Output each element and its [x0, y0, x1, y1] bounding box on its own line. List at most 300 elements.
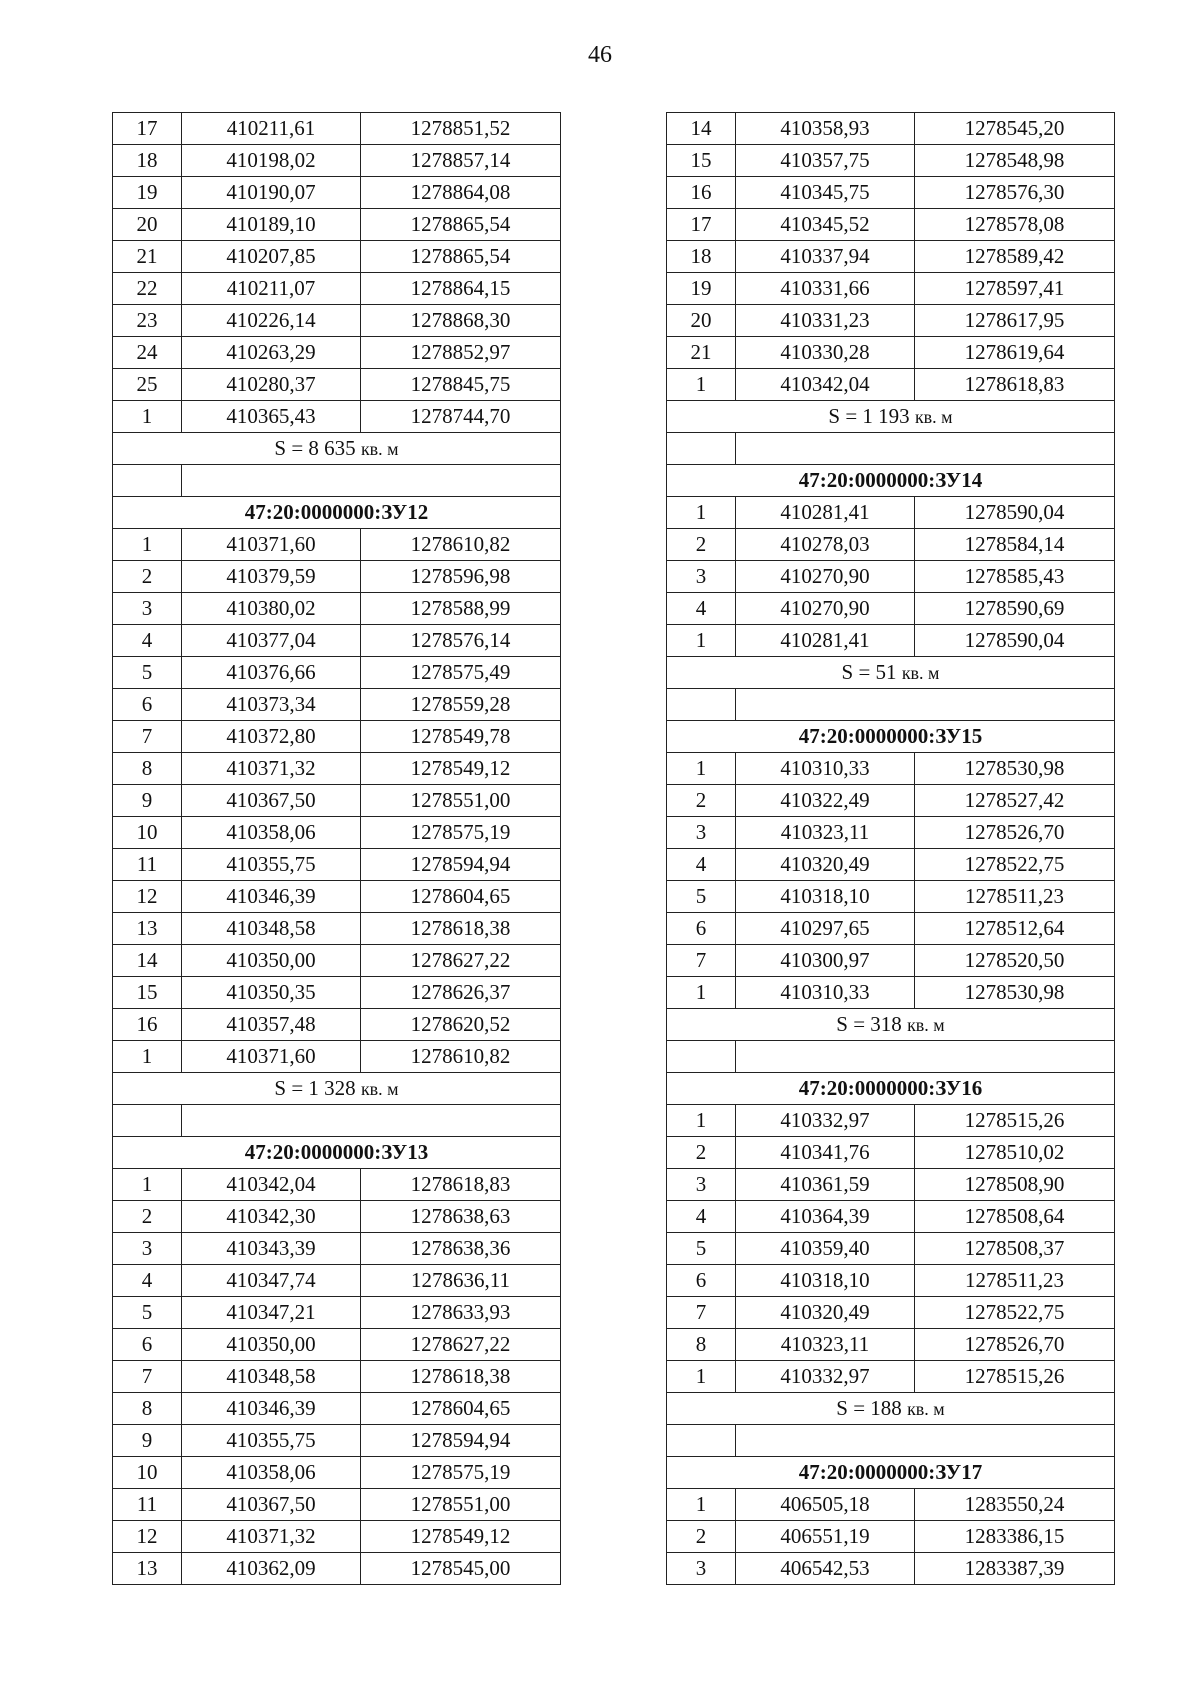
table-row — [113, 753, 561, 785]
area-cell — [113, 433, 561, 465]
y-coordinate-cell: 1278559,28 — [361, 689, 561, 721]
x-coordinate-cell: 410358,06 — [182, 1457, 361, 1489]
x-coordinate-cell: 410270,90 — [736, 561, 915, 593]
x-coordinate-cell: 410376,66 — [182, 657, 361, 689]
parcel-title-row — [667, 721, 1115, 753]
point-number-cell: 18 — [667, 241, 736, 273]
x-coordinate-cell: 406505,18 — [736, 1489, 915, 1521]
y-coordinate-cell: 1278548,98 — [915, 145, 1115, 177]
point-number-cell: 14 — [667, 113, 736, 145]
blank-cell — [667, 689, 736, 721]
table-row — [667, 625, 1115, 657]
x-coordinate-cell: 410350,00 — [182, 945, 361, 977]
table-row — [113, 625, 561, 657]
table-row — [667, 145, 1115, 177]
y-coordinate-cell: 1278627,22 — [361, 1329, 561, 1361]
point-number-cell: 1 — [667, 369, 736, 401]
x-coordinate-cell: 410348,58 — [182, 913, 361, 945]
area-cell — [667, 657, 1115, 689]
x-coordinate-cell: 410318,10 — [736, 1265, 915, 1297]
blank-cell — [113, 465, 182, 497]
table-row — [667, 1137, 1115, 1169]
point-number-cell: 17 — [667, 209, 736, 241]
x-coordinate-cell: 410189,10 — [182, 209, 361, 241]
point-number-cell: 21 — [113, 241, 182, 273]
point-number-cell: 20 — [113, 209, 182, 241]
blank-row — [667, 433, 1115, 465]
y-coordinate-cell: 1278638,36 — [361, 1233, 561, 1265]
area-cell — [667, 1009, 1115, 1041]
x-coordinate-cell: 410346,39 — [182, 881, 361, 913]
y-coordinate-cell: 1278511,23 — [915, 1265, 1115, 1297]
area-unit: кв. м — [360, 1079, 399, 1099]
table-row — [667, 497, 1115, 529]
point-number-cell: 9 — [113, 1425, 182, 1457]
y-coordinate-cell: 1278610,82 — [361, 1041, 561, 1073]
y-coordinate-cell: 1278578,08 — [915, 209, 1115, 241]
coordinates-table-right — [666, 112, 1115, 1585]
x-coordinate-cell: 410318,10 — [736, 881, 915, 913]
table-row — [113, 561, 561, 593]
x-coordinate-cell: 410310,33 — [736, 753, 915, 785]
point-number-cell: 4 — [667, 849, 736, 881]
y-coordinate-cell: 1278508,90 — [915, 1169, 1115, 1201]
table-row — [667, 945, 1115, 977]
point-number-cell: 2 — [667, 785, 736, 817]
point-number-cell: 5 — [113, 657, 182, 689]
table-row — [113, 305, 561, 337]
y-coordinate-cell: 1278512,64 — [915, 913, 1115, 945]
x-coordinate-cell: 410211,61 — [182, 113, 361, 145]
x-coordinate-cell: 410345,52 — [736, 209, 915, 241]
table-row — [113, 209, 561, 241]
table-row — [113, 1393, 561, 1425]
y-coordinate-cell: 1278522,75 — [915, 849, 1115, 881]
x-coordinate-cell: 410300,97 — [736, 945, 915, 977]
area-cell — [667, 401, 1115, 433]
table-row — [113, 369, 561, 401]
y-coordinate-cell: 1278530,98 — [915, 753, 1115, 785]
y-coordinate-cell: 1278589,42 — [915, 241, 1115, 273]
blank-cell — [667, 1425, 736, 1457]
area-unit: кв. м — [901, 663, 940, 683]
y-coordinate-cell: 1278618,38 — [361, 1361, 561, 1393]
point-number-cell: 18 — [113, 145, 182, 177]
table-body — [667, 113, 1115, 1585]
table-row — [113, 337, 561, 369]
blank-row — [667, 1041, 1115, 1073]
y-coordinate-cell: 1278864,15 — [361, 273, 561, 305]
table-row — [667, 1201, 1115, 1233]
point-number-cell: 15 — [113, 977, 182, 1009]
blank-cell — [736, 1425, 1115, 1457]
point-number-cell: 2 — [113, 1201, 182, 1233]
point-number-cell: 13 — [113, 913, 182, 945]
x-coordinate-cell: 410226,14 — [182, 305, 361, 337]
y-coordinate-cell: 1278596,98 — [361, 561, 561, 593]
x-coordinate-cell: 410371,60 — [182, 1041, 361, 1073]
table-row — [667, 241, 1115, 273]
y-coordinate-cell: 1278576,30 — [915, 177, 1115, 209]
y-coordinate-cell: 1278865,54 — [361, 241, 561, 273]
x-coordinate-cell: 410364,39 — [736, 1201, 915, 1233]
point-number-cell: 1 — [667, 977, 736, 1009]
parcel-title: 47:20:0000000:ЗУ12 — [113, 497, 561, 529]
blank-row — [113, 465, 561, 497]
table-row — [667, 529, 1115, 561]
table-row — [667, 1233, 1115, 1265]
point-number-cell: 1 — [667, 753, 736, 785]
area-cell — [113, 1073, 561, 1105]
x-coordinate-cell: 410297,65 — [736, 913, 915, 945]
x-coordinate-cell: 410350,00 — [182, 1329, 361, 1361]
table-row — [113, 1361, 561, 1393]
table-row — [113, 177, 561, 209]
x-coordinate-cell: 410342,04 — [182, 1169, 361, 1201]
parcel-title-row — [667, 1073, 1115, 1105]
x-coordinate-cell: 410357,75 — [736, 145, 915, 177]
x-coordinate-cell: 410367,50 — [182, 785, 361, 817]
x-coordinate-cell: 410320,49 — [736, 1297, 915, 1329]
table-row — [113, 529, 561, 561]
y-coordinate-cell: 1278594,94 — [361, 1425, 561, 1457]
x-coordinate-cell: 410270,90 — [736, 593, 915, 625]
blank-cell — [667, 433, 736, 465]
y-coordinate-cell: 1278864,08 — [361, 177, 561, 209]
point-number-cell: 7 — [667, 945, 736, 977]
x-coordinate-cell: 406551,19 — [736, 1521, 915, 1553]
point-number-cell: 20 — [667, 305, 736, 337]
y-coordinate-cell: 1278620,52 — [361, 1009, 561, 1041]
y-coordinate-cell: 1278865,54 — [361, 209, 561, 241]
x-coordinate-cell: 410355,75 — [182, 849, 361, 881]
y-coordinate-cell: 1278526,70 — [915, 1329, 1115, 1361]
y-coordinate-cell: 1278590,04 — [915, 625, 1115, 657]
x-coordinate-cell: 410371,32 — [182, 753, 361, 785]
y-coordinate-cell: 1278511,23 — [915, 881, 1115, 913]
x-coordinate-cell: 410190,07 — [182, 177, 361, 209]
table-row — [667, 1169, 1115, 1201]
blank-cell — [736, 1041, 1115, 1073]
blank-cell — [113, 1105, 182, 1137]
blank-row — [113, 1105, 561, 1137]
point-number-cell: 12 — [113, 881, 182, 913]
table-row — [667, 561, 1115, 593]
table-row — [113, 1201, 561, 1233]
y-coordinate-cell: 1283386,15 — [915, 1521, 1115, 1553]
y-coordinate-cell: 1278551,00 — [361, 1489, 561, 1521]
y-coordinate-cell: 1278627,22 — [361, 945, 561, 977]
table-row — [113, 1489, 561, 1521]
y-coordinate-cell: 1278551,00 — [361, 785, 561, 817]
y-coordinate-cell: 1278868,30 — [361, 305, 561, 337]
x-coordinate-cell: 410379,59 — [182, 561, 361, 593]
area-row — [667, 1009, 1115, 1041]
point-number-cell: 25 — [113, 369, 182, 401]
x-coordinate-cell: 410348,58 — [182, 1361, 361, 1393]
y-coordinate-cell: 1278526,70 — [915, 817, 1115, 849]
x-coordinate-cell: 410280,37 — [182, 369, 361, 401]
y-coordinate-cell: 1278576,14 — [361, 625, 561, 657]
x-coordinate-cell: 410367,50 — [182, 1489, 361, 1521]
table-row — [113, 1457, 561, 1489]
x-coordinate-cell: 410322,49 — [736, 785, 915, 817]
y-coordinate-cell: 1278590,04 — [915, 497, 1115, 529]
x-coordinate-cell: 410372,80 — [182, 721, 361, 753]
blank-cell — [667, 1041, 736, 1073]
table-row — [667, 209, 1115, 241]
table-row — [113, 689, 561, 721]
y-coordinate-cell: 1278636,11 — [361, 1265, 561, 1297]
y-coordinate-cell: 1278633,93 — [361, 1297, 561, 1329]
x-coordinate-cell: 410337,94 — [736, 241, 915, 273]
y-coordinate-cell: 1278575,49 — [361, 657, 561, 689]
point-number-cell: 3 — [667, 1169, 736, 1201]
y-coordinate-cell: 1278508,37 — [915, 1233, 1115, 1265]
table-row — [113, 401, 561, 433]
x-coordinate-cell: 410332,97 — [736, 1361, 915, 1393]
table-row — [667, 1105, 1115, 1137]
x-coordinate-cell: 410362,09 — [182, 1553, 361, 1585]
y-coordinate-cell: 1278590,69 — [915, 593, 1115, 625]
blank-cell — [182, 465, 561, 497]
y-coordinate-cell: 1283550,24 — [915, 1489, 1115, 1521]
y-coordinate-cell: 1278522,75 — [915, 1297, 1115, 1329]
point-number-cell: 1 — [113, 529, 182, 561]
point-number-cell: 8 — [113, 1393, 182, 1425]
x-coordinate-cell: 410357,48 — [182, 1009, 361, 1041]
point-number-cell: 2 — [667, 529, 736, 561]
y-coordinate-cell: 1278510,02 — [915, 1137, 1115, 1169]
y-coordinate-cell: 1278638,63 — [361, 1201, 561, 1233]
y-coordinate-cell: 1278575,19 — [361, 817, 561, 849]
table-row — [667, 1329, 1115, 1361]
table-row — [113, 1233, 561, 1265]
table-row — [113, 977, 561, 1009]
table-row — [113, 273, 561, 305]
table-row — [113, 593, 561, 625]
point-number-cell: 1 — [667, 1489, 736, 1521]
table-row — [113, 241, 561, 273]
table-row — [113, 1521, 561, 1553]
table-row — [113, 1329, 561, 1361]
point-number-cell: 3 — [113, 1233, 182, 1265]
x-coordinate-cell: 410371,60 — [182, 529, 361, 561]
x-coordinate-cell: 406542,53 — [736, 1553, 915, 1585]
table-row — [667, 369, 1115, 401]
y-coordinate-cell: 1278597,41 — [915, 273, 1115, 305]
parcel-title: 47:20:0000000:ЗУ17 — [667, 1457, 1115, 1489]
x-coordinate-cell: 410331,66 — [736, 273, 915, 305]
x-coordinate-cell: 410331,23 — [736, 305, 915, 337]
blank-cell — [736, 433, 1115, 465]
x-coordinate-cell: 410323,11 — [736, 1329, 915, 1361]
point-number-cell: 19 — [667, 273, 736, 305]
y-coordinate-cell: 1278545,00 — [361, 1553, 561, 1585]
y-coordinate-cell: 1278851,52 — [361, 113, 561, 145]
point-number-cell: 13 — [113, 1553, 182, 1585]
y-coordinate-cell: 1278845,75 — [361, 369, 561, 401]
table-row — [113, 1169, 561, 1201]
table-row — [113, 913, 561, 945]
point-number-cell: 6 — [113, 689, 182, 721]
area-unit: кв. м — [907, 1399, 945, 1419]
y-coordinate-cell: 1278545,20 — [915, 113, 1115, 145]
point-number-cell: 7 — [113, 721, 182, 753]
x-coordinate-cell: 410341,76 — [736, 1137, 915, 1169]
x-coordinate-cell: 410380,02 — [182, 593, 361, 625]
point-number-cell: 3 — [667, 1553, 736, 1585]
table-row — [113, 1041, 561, 1073]
point-number-cell: 5 — [667, 1233, 736, 1265]
table-row — [113, 849, 561, 881]
x-coordinate-cell: 410343,39 — [182, 1233, 361, 1265]
y-coordinate-cell: 1278604,65 — [361, 1393, 561, 1425]
x-coordinate-cell: 410350,35 — [182, 977, 361, 1009]
table-row — [113, 785, 561, 817]
y-coordinate-cell: 1278618,83 — [361, 1169, 561, 1201]
point-number-cell: 21 — [667, 337, 736, 369]
point-number-cell: 12 — [113, 1521, 182, 1553]
x-coordinate-cell: 410361,59 — [736, 1169, 915, 1201]
area-value: S = 51 — [841, 660, 902, 684]
point-number-cell: 11 — [113, 849, 182, 881]
x-coordinate-cell: 410371,32 — [182, 1521, 361, 1553]
table-row — [667, 881, 1115, 913]
area-row — [113, 433, 561, 465]
point-number-cell: 1 — [667, 497, 736, 529]
x-coordinate-cell: 410310,33 — [736, 977, 915, 1009]
point-number-cell: 6 — [667, 913, 736, 945]
area-value: S = 1 328 — [274, 1076, 361, 1100]
point-number-cell: 17 — [113, 113, 182, 145]
table-row — [667, 305, 1115, 337]
point-number-cell: 15 — [667, 145, 736, 177]
x-coordinate-cell: 410359,40 — [736, 1233, 915, 1265]
y-coordinate-cell: 1278588,99 — [361, 593, 561, 625]
point-number-cell: 16 — [113, 1009, 182, 1041]
area-row — [667, 401, 1115, 433]
area-cell — [667, 1393, 1115, 1425]
point-number-cell: 22 — [113, 273, 182, 305]
point-number-cell: 16 — [667, 177, 736, 209]
x-coordinate-cell: 410332,97 — [736, 1105, 915, 1137]
y-coordinate-cell: 1278744,70 — [361, 401, 561, 433]
y-coordinate-cell: 1278618,83 — [915, 369, 1115, 401]
x-coordinate-cell: 410198,02 — [182, 145, 361, 177]
point-number-cell: 2 — [667, 1137, 736, 1169]
y-coordinate-cell: 1278515,26 — [915, 1105, 1115, 1137]
x-coordinate-cell: 410358,93 — [736, 113, 915, 145]
table-body — [113, 113, 561, 1585]
point-number-cell: 5 — [667, 881, 736, 913]
point-number-cell: 19 — [113, 177, 182, 209]
x-coordinate-cell: 410347,21 — [182, 1297, 361, 1329]
parcel-title: 47:20:0000000:ЗУ16 — [667, 1073, 1115, 1105]
point-number-cell: 2 — [667, 1521, 736, 1553]
point-number-cell: 9 — [113, 785, 182, 817]
x-coordinate-cell: 410358,06 — [182, 817, 361, 849]
point-number-cell: 4 — [667, 1201, 736, 1233]
blank-row — [667, 1425, 1115, 1457]
table-row — [113, 145, 561, 177]
point-number-cell: 7 — [667, 1297, 736, 1329]
point-number-cell: 23 — [113, 305, 182, 337]
blank-cell — [182, 1105, 561, 1137]
point-number-cell: 7 — [113, 1361, 182, 1393]
area-row — [667, 657, 1115, 689]
x-coordinate-cell: 410281,41 — [736, 625, 915, 657]
area-value: S = 318 — [836, 1012, 908, 1036]
y-coordinate-cell: 1278520,50 — [915, 945, 1115, 977]
point-number-cell: 10 — [113, 1457, 182, 1489]
y-coordinate-cell: 1278610,82 — [361, 529, 561, 561]
y-coordinate-cell: 1278857,14 — [361, 145, 561, 177]
point-number-cell: 1 — [667, 625, 736, 657]
parcel-title-row — [113, 1137, 561, 1169]
table-row — [667, 1521, 1115, 1553]
table-row — [113, 1297, 561, 1329]
table-row — [113, 657, 561, 689]
x-coordinate-cell: 410323,11 — [736, 817, 915, 849]
parcel-title-row — [113, 497, 561, 529]
point-number-cell: 10 — [113, 817, 182, 849]
x-coordinate-cell: 410346,39 — [182, 1393, 361, 1425]
point-number-cell: 6 — [113, 1329, 182, 1361]
parcel-title: 47:20:0000000:ЗУ13 — [113, 1137, 561, 1169]
table-row — [667, 977, 1115, 1009]
table-row — [667, 1489, 1115, 1521]
area-unit: кв. м — [907, 1015, 945, 1035]
point-number-cell: 5 — [113, 1297, 182, 1329]
x-coordinate-cell: 410281,41 — [736, 497, 915, 529]
table-row — [667, 1553, 1115, 1585]
x-coordinate-cell: 410345,75 — [736, 177, 915, 209]
table-row — [667, 1361, 1115, 1393]
point-number-cell: 1 — [113, 1169, 182, 1201]
table-row — [113, 1553, 561, 1585]
y-coordinate-cell: 1283387,39 — [915, 1553, 1115, 1585]
point-number-cell: 3 — [113, 593, 182, 625]
table-row — [113, 1425, 561, 1457]
table-row — [667, 785, 1115, 817]
y-coordinate-cell: 1278617,95 — [915, 305, 1115, 337]
table-row — [113, 1265, 561, 1297]
point-number-cell: 1 — [667, 1105, 736, 1137]
point-number-cell: 14 — [113, 945, 182, 977]
y-coordinate-cell: 1278584,14 — [915, 529, 1115, 561]
blank-row — [667, 689, 1115, 721]
x-coordinate-cell: 410373,34 — [182, 689, 361, 721]
table-row — [113, 1009, 561, 1041]
area-value: S = 188 — [836, 1396, 908, 1420]
y-coordinate-cell: 1278626,37 — [361, 977, 561, 1009]
table-row — [113, 881, 561, 913]
y-coordinate-cell: 1278549,78 — [361, 721, 561, 753]
y-coordinate-cell: 1278549,12 — [361, 753, 561, 785]
table-row — [667, 1265, 1115, 1297]
table-row — [667, 593, 1115, 625]
table-row — [667, 177, 1115, 209]
point-number-cell: 6 — [667, 1265, 736, 1297]
y-coordinate-cell: 1278619,64 — [915, 337, 1115, 369]
x-coordinate-cell: 410207,85 — [182, 241, 361, 273]
point-number-cell: 8 — [667, 1329, 736, 1361]
y-coordinate-cell: 1278618,38 — [361, 913, 561, 945]
x-coordinate-cell: 410263,29 — [182, 337, 361, 369]
y-coordinate-cell: 1278852,97 — [361, 337, 561, 369]
table-row — [667, 817, 1115, 849]
